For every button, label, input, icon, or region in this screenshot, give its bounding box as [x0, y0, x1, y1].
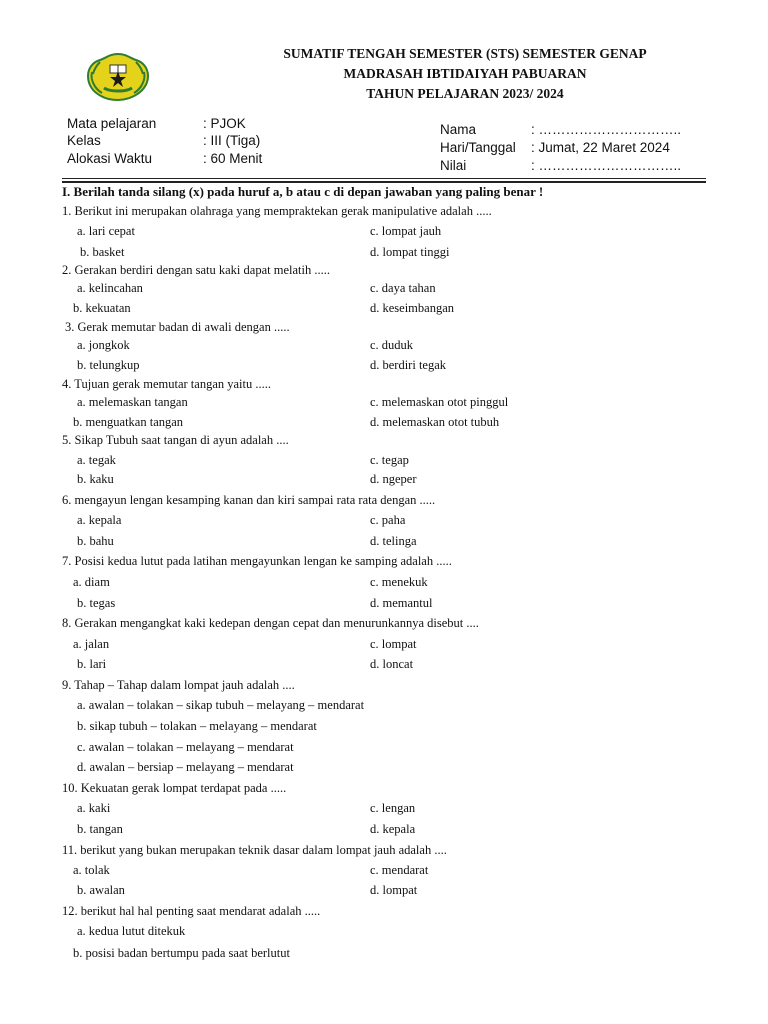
- q1-option-c: c. lompat jauh: [370, 224, 442, 238]
- question-3: 3. Gerak memutar badan di awali dengan .....: [65, 320, 290, 334]
- exam-title: SUMATIF TENGAH SEMESTER (STS) SEMESTER GENAP: [283, 46, 647, 61]
- q10-option-a: a. kaki: [77, 801, 111, 815]
- q2-option-d: d. keseimbangan: [370, 301, 455, 315]
- info-label-name: Nama: [440, 122, 477, 137]
- q12-option-a: a. kedua lutut ditekuk: [77, 924, 186, 938]
- instruction: I. Berilah tanda silang (x) pada huruf a, b atau c di depan jawaban yang paling benar !: [62, 184, 544, 199]
- q10-option-b: b. tangan: [77, 822, 123, 836]
- q5-option-d: d. ngeper: [370, 472, 417, 486]
- q11-option-a: a. tolak: [73, 863, 110, 877]
- q1-option-b: b. basket: [80, 245, 125, 259]
- header-divider-thick: [62, 181, 706, 183]
- q1-option-d: d. lompat tinggi: [370, 245, 450, 259]
- q4-option-b: b. menguatkan tangan: [73, 415, 184, 429]
- info-value-name: : …………………………..: [531, 122, 682, 137]
- q3-option-b: b. telungkup: [77, 358, 140, 372]
- q11-option-b: b. awalan: [77, 883, 125, 897]
- q10-option-c: c. lengan: [370, 801, 416, 815]
- question-10: 10. Kekuatan gerak lompat terdapat pada .....: [62, 781, 287, 795]
- q9-option-c: c. awalan – tolakan – melayang – mendarat: [77, 740, 294, 754]
- q9-option-d: d. awalan – bersiap – melayang – mendarat: [77, 760, 294, 774]
- info-value-subject: : PJOK: [203, 116, 246, 131]
- q12-option-b: b. posisi badan bertumpu pada saat berlutut: [73, 946, 290, 960]
- q3-option-d: d. berdiri tegak: [370, 358, 447, 372]
- q2-option-a: a. kelincahan: [77, 281, 143, 295]
- info-value-score: : …………………………..: [531, 158, 682, 173]
- academic-year: TAHUN PELAJARAN 2023/ 2024: [366, 86, 564, 101]
- q6-option-d: d. telinga: [370, 534, 417, 548]
- q2-option-b: b. kekuatan: [73, 301, 131, 315]
- info-label-time: Alokasi Waktu: [67, 151, 153, 166]
- question-6: 6. mengayun lengan kesamping kanan dan kiri sampai rata rata dengan .....: [62, 493, 436, 507]
- q6-option-b: b. bahu: [77, 534, 114, 548]
- question-2: 2. Gerakan berdiri dengan satu kaki dapat melatih .....: [62, 263, 330, 277]
- q4-option-c: c. melemaskan otot pinggul: [370, 395, 509, 409]
- info-value-time: : 60 Menit: [203, 151, 263, 166]
- info-value-class: : III (Tiga): [203, 133, 261, 148]
- q7-option-c: c. menekuk: [370, 575, 428, 589]
- question-7: 7. Posisi kedua lutut pada latihan mengayunkan lengan ke samping adalah .....: [62, 554, 452, 568]
- q10-option-d: d. kepala: [370, 822, 416, 836]
- q6-option-a: a. kepala: [77, 513, 122, 527]
- q7-option-a: a. diam: [73, 575, 110, 589]
- q5-option-b: b. kaku: [77, 472, 114, 486]
- q11-option-d: d. lompat: [370, 883, 418, 897]
- school-name: MADRASAH IBTIDAIYAH PABUARAN: [343, 66, 587, 81]
- question-9: 9. Tahap – Tahap dalam lompat jauh adalah ....: [62, 678, 295, 692]
- question-11: 11. berikut yang bukan merupakan teknik dasar dalam lompat jauh adalah ....: [62, 843, 447, 857]
- info-label-date: Hari/Tanggal: [440, 140, 516, 155]
- school-emblem-icon: [86, 52, 150, 102]
- info-label-score: Nilai: [440, 158, 467, 173]
- info-label-subject: Mata pelajaran: [67, 116, 157, 131]
- question-8: 8. Gerakan mengangkat kaki kedepan dengan cepat dan menurunkannya disebut ....: [62, 616, 479, 630]
- q8-option-b: b. lari: [77, 657, 107, 671]
- q3-option-c: c. duduk: [370, 338, 414, 352]
- q9-option-a: a. awalan – tolakan – sikap tubuh – melayang – mendarat: [77, 698, 365, 712]
- q8-option-c: c. lompat: [370, 637, 417, 651]
- question-5: 5. Sikap Tubuh saat tangan di ayun adalah ....: [62, 433, 289, 447]
- q1-option-a: a. lari cepat: [77, 224, 135, 238]
- q6-option-c: c. paha: [370, 513, 406, 527]
- q8-option-a: a. jalan: [73, 637, 110, 651]
- header-divider: [62, 178, 706, 179]
- info-value-date: : Jumat, 22 Maret 2024: [531, 140, 670, 155]
- q7-option-b: b. tegas: [77, 596, 116, 610]
- q11-option-c: c. mendarat: [370, 863, 429, 877]
- q8-option-d: d. loncat: [370, 657, 414, 671]
- q4-option-a: a. melemaskan tangan: [77, 395, 188, 409]
- info-label-class: Kelas: [67, 133, 101, 148]
- question-4: 4. Tujuan gerak memutar tangan yaitu .....: [62, 377, 271, 391]
- question-12: 12. berikut hal hal penting saat mendarat adalah .....: [62, 904, 321, 918]
- q3-option-a: a. jongkok: [77, 338, 130, 352]
- q9-option-b: b. sikap tubuh – tolakan – melayang – mendarat: [77, 719, 317, 733]
- q4-option-d: d. melemaskan otot tubuh: [370, 415, 500, 429]
- q5-option-c: c. tegap: [370, 453, 409, 467]
- q2-option-c: c. daya tahan: [370, 281, 436, 295]
- question-1: 1. Berikut ini merupakan olahraga yang mempraktekan gerak manipulative adalah .....: [62, 204, 492, 218]
- q5-option-a: a. tegak: [77, 453, 116, 467]
- q7-option-d: d. memantul: [370, 596, 433, 610]
